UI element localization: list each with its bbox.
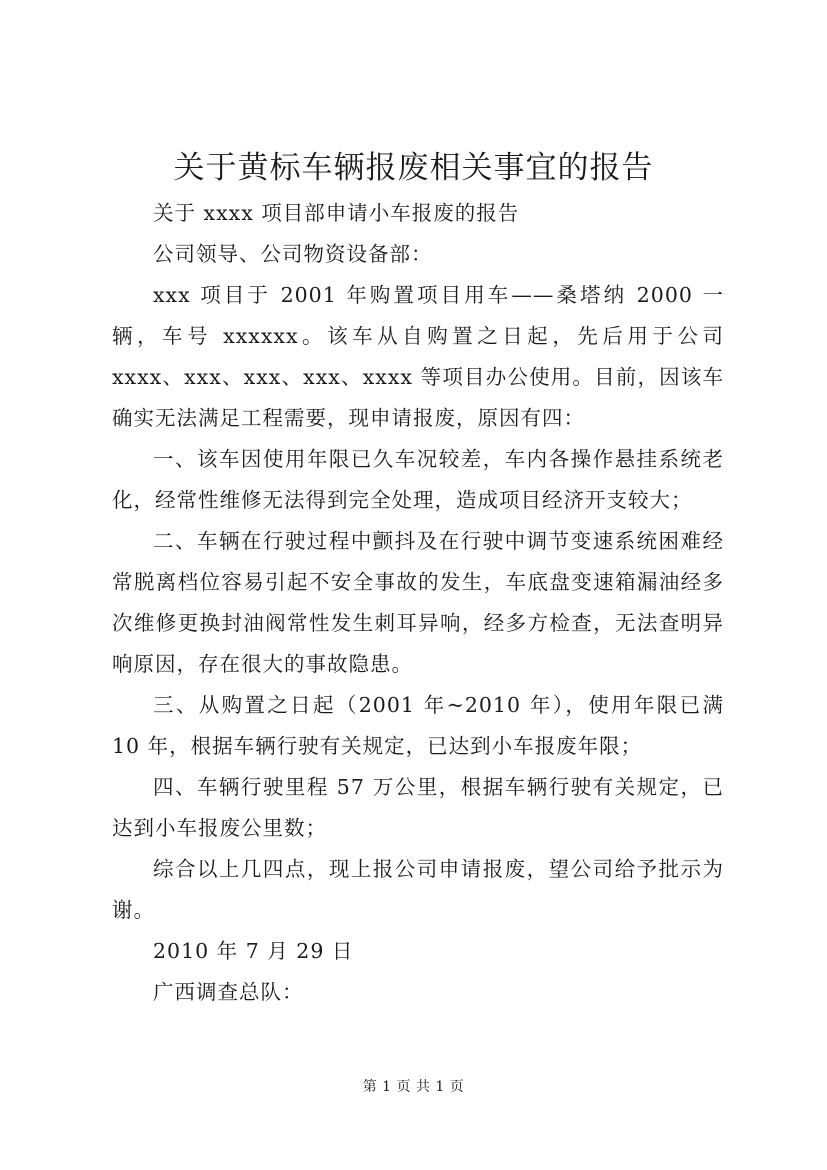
signature-organization: 广西调查总队： [153,980,304,1004]
reason-two: 二、车辆在行驶过程中颤抖及在行驶中调节变速系统困难经常脱离档位容易引起不安全事故的发生，车底盘变速箱漏油经多次维修更换封油阀常性发生刺耳异响，经多方检查，无法查明异响原因，存在很大的事故隐患。 [112,529,724,676]
reason-four: 四、车辆行驶里程 57 万公里，根据车辆行驶有关规定，已达到小车报废公里数； [112,775,724,840]
page-number-footer: 第 1 页 共 1 页 [362,1079,465,1095]
reason-one: 一、该车因使用年限已久车况较差，车内各操作悬挂系统老化，经常性维修无法得到完全处理，造成项目经济开支较大； [112,447,724,512]
closing-request: 综合以上几四点，现上报公司申请报废，望公司给予批示为谢。 [112,857,724,922]
document-body [112,193,724,1013]
salutation: 公司领导、公司物资设备部： [153,242,433,266]
report-date: 2010 年 7 月 29 日 [153,939,354,963]
report-subject: 关于 xxxx 项目部申请小车报废的报告 [153,201,520,225]
reason-three: 三、从购置之日起（2001 年~2010 年），使用年限已满 10 年，根据车辆行驶有关规定，已达到小车报废年限； [112,693,724,758]
document-title: 关于黄标车辆报废相关事宜的报告 [173,150,654,186]
paragraph-background: xxx 项目于 2001 年购置项目用车——桑塔纳 2000 一辆，车号 xxxxxx。该车从自购置之日起，先后用于公司 xxxx、xxx、xxx、xxx、xxxx 等项目办公使用。目前，因该车确实无法满足工程需要，现申请报废，原因有四： [112,283,724,430]
